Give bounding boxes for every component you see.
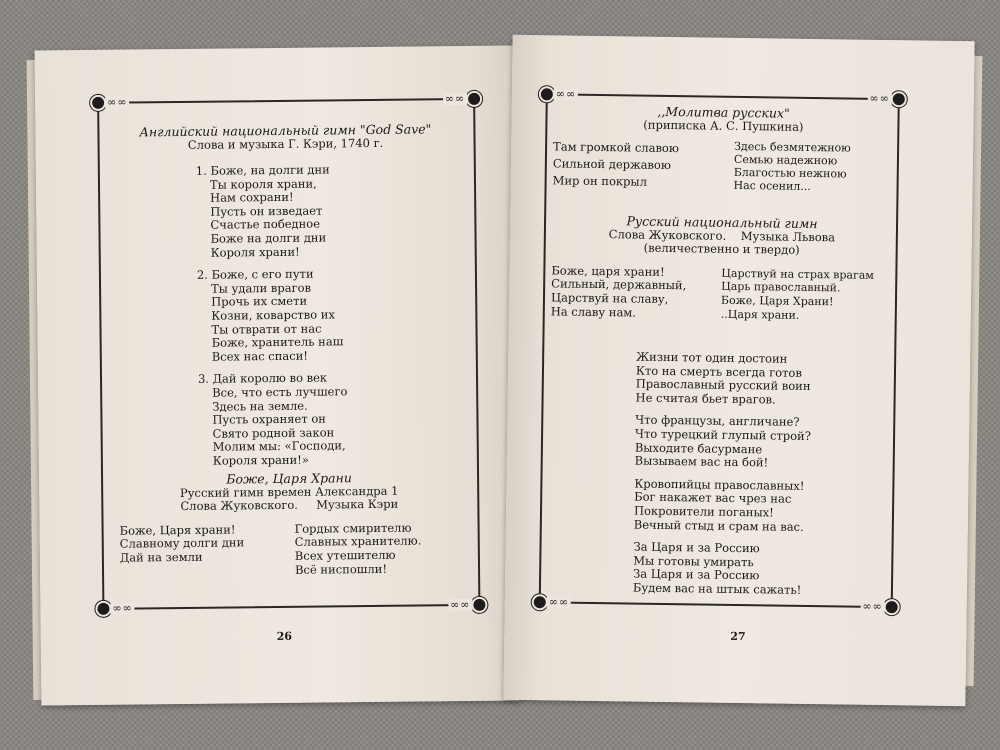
english-anthem-stanzas	[196, 162, 439, 477]
verse-line: Боже, царя храни!	[551, 263, 665, 279]
russian-anthem-column-right	[721, 267, 892, 324]
russian-anthem-tempo: (величественно и твердо)	[643, 240, 800, 258]
russian-anthem-music: Музыка Львова	[740, 228, 836, 244]
tsar-anthem-words: Слова Жуковского.	[180, 497, 298, 514]
scroll-ornament-icon: ∞∞	[555, 87, 577, 101]
tsar-anthem-column-left	[120, 523, 296, 579]
stanza	[197, 266, 438, 364]
verse-line: Дай на земли	[119, 549, 203, 565]
verse-line: Кровопийцы православных!	[634, 476, 805, 493]
corner-ornament-icon	[95, 601, 111, 617]
verse-line: Пусть он изведает	[210, 203, 323, 219]
verse-line: Здесь на земле.	[212, 398, 308, 414]
stanza	[636, 351, 887, 409]
verse-line: Что турецкий глупый строй?	[635, 426, 812, 443]
verse-line: 2. Боже, с его пути	[196, 266, 314, 282]
verse-line: Бог накажет вас чрез нас	[634, 489, 792, 507]
corner-ornament-icon	[539, 86, 555, 102]
tsar-anthem-column-right	[295, 521, 471, 577]
verse-line: Боже, Царя храни!	[119, 522, 236, 538]
verse-line: Славных хранителю.	[294, 533, 422, 550]
verse-line: Сильной державою	[552, 156, 672, 173]
verse-line: На славу нам.	[550, 303, 637, 320]
verse-line: 3. Дай королю во век	[197, 370, 328, 387]
verse-line: За Царя и за Россию	[633, 539, 760, 556]
left-page	[35, 46, 520, 706]
scroll-ornament-icon: ∞∞	[444, 92, 466, 106]
verse-line: Что французы, англичане?	[635, 412, 800, 430]
verse-line: Семью надежною	[733, 152, 838, 168]
russian-anthem-column-left	[551, 264, 722, 321]
page-number: 27	[730, 629, 746, 644]
scroll-ornament-icon: ∞∞	[112, 601, 133, 615]
verse-line: Боже, Царя Храни!	[720, 293, 834, 309]
verse-line: Всех нас спаси!	[211, 348, 309, 364]
verse-line: Боже на долги дни	[210, 230, 327, 246]
stanza	[633, 541, 884, 599]
verse-line: Ты отврати от нас	[211, 321, 322, 337]
verse-line: Всё ниспошли!	[294, 561, 388, 577]
verse-line: Пусть охраняет он	[212, 411, 327, 427]
verse-line: Сильный, державный,	[551, 276, 687, 293]
verse-line: Кто на смерть всегда готов	[635, 363, 802, 380]
english-anthem-title: Английский национальный гимн "God Save"	[139, 121, 432, 140]
verse-line: Православный русский воин	[635, 376, 811, 394]
tsar-anthem-title: Боже, Царя Храни	[226, 470, 352, 487]
tsar-anthem-music: Музыка Кэри	[316, 496, 399, 512]
verse-line: Козни, коварство их	[211, 307, 335, 323]
prayer-title: ,,Молитва русских"	[657, 103, 790, 121]
page-number: 26	[276, 629, 293, 644]
prayer-column-right	[711, 141, 893, 195]
stanza	[635, 414, 886, 472]
verse-line: Не считая бьет врагов.	[635, 390, 776, 407]
verse-line: Царствуй на славу,	[550, 290, 669, 306]
corner-ornament-icon	[532, 594, 548, 610]
corner-ornament-icon	[90, 95, 106, 111]
verse-line: Выходите басурмане	[634, 440, 763, 456]
verse-line: Свято родной закон	[212, 425, 335, 441]
stanza	[198, 371, 439, 469]
verse-line: Царь православный.	[721, 280, 841, 295]
verse-line: Короля храни!	[210, 244, 300, 260]
verse-line: Покровители поганых!	[633, 503, 774, 520]
scroll-ornament-icon: ∞∞	[107, 95, 128, 109]
verse-line: Мы готовы умирать	[633, 553, 754, 569]
stanza	[196, 162, 437, 260]
verse-line: Вечный стыд и срам на вас.	[633, 517, 804, 534]
verse-line: Гордых смирителю	[294, 520, 412, 536]
verse-line: Нам сохрани!	[210, 190, 294, 205]
verse-line: Короля храни!»	[212, 452, 309, 468]
verse-line: Будем вас на штык сажать!	[632, 580, 802, 597]
corner-ornament-icon	[471, 597, 487, 613]
russian-anthem-words: Слова Жуковского.	[608, 226, 727, 243]
verse-line: Счастье победное	[210, 216, 321, 233]
russian-anthem-title: Русский национальный гимн	[626, 213, 818, 232]
verse-line: Славному долги дни	[119, 535, 245, 552]
scroll-ornament-icon: ∞∞	[548, 595, 570, 609]
verse-line: Царствуй на страх врагам	[721, 266, 874, 282]
corner-ornament-icon	[466, 91, 482, 107]
verse-line: Молим мы: «Господи,	[212, 438, 346, 454]
prayer-column-left	[553, 139, 713, 192]
verse-line: Благостью нежною	[733, 165, 847, 181]
verse-line: Ты короля храни,	[209, 176, 317, 192]
tsar-anthem-subtitle: Русский гимн времен Александра 1	[179, 483, 399, 500]
verse-line: Нас осенил...	[733, 178, 811, 193]
verse-line: Ты удали врагов	[211, 280, 312, 296]
corner-ornament-icon	[884, 599, 900, 615]
verse-line: Здесь безмятежною	[734, 140, 851, 155]
verse-line: Жизни тот один достоин	[636, 349, 788, 366]
english-anthem-credits: Слова и музыка Г. Кэри, 1740 г.	[187, 135, 384, 152]
verse-line: Мир он покрыл	[552, 173, 648, 189]
verse-line: Всех утешителю	[294, 547, 396, 563]
verse-line: Вызываем вас на бой!	[634, 453, 769, 470]
verse-line: За Царя и за Россию	[633, 566, 760, 583]
verse-line: Там громкой славою	[553, 139, 680, 156]
scroll-ornament-icon: ∞∞	[869, 91, 890, 106]
verse-line: Прочь их смети	[211, 294, 308, 310]
scroll-ornament-icon: ∞∞	[862, 599, 883, 614]
right-page	[503, 35, 974, 706]
stanza	[634, 477, 885, 535]
verse-line: ..Царя храни.	[720, 307, 800, 322]
verse-line: 1. Боже, на долги дни	[195, 162, 330, 178]
corner-ornament-icon	[891, 91, 907, 107]
verse-line: Боже, хранитель наш	[211, 334, 344, 350]
scroll-ornament-icon: ∞∞	[450, 597, 471, 612]
prayer-note: (приписка А. С. Пушкина)	[643, 117, 804, 134]
verse-line: Все, что есть лучшего	[212, 384, 348, 400]
song-verses	[633, 351, 887, 608]
